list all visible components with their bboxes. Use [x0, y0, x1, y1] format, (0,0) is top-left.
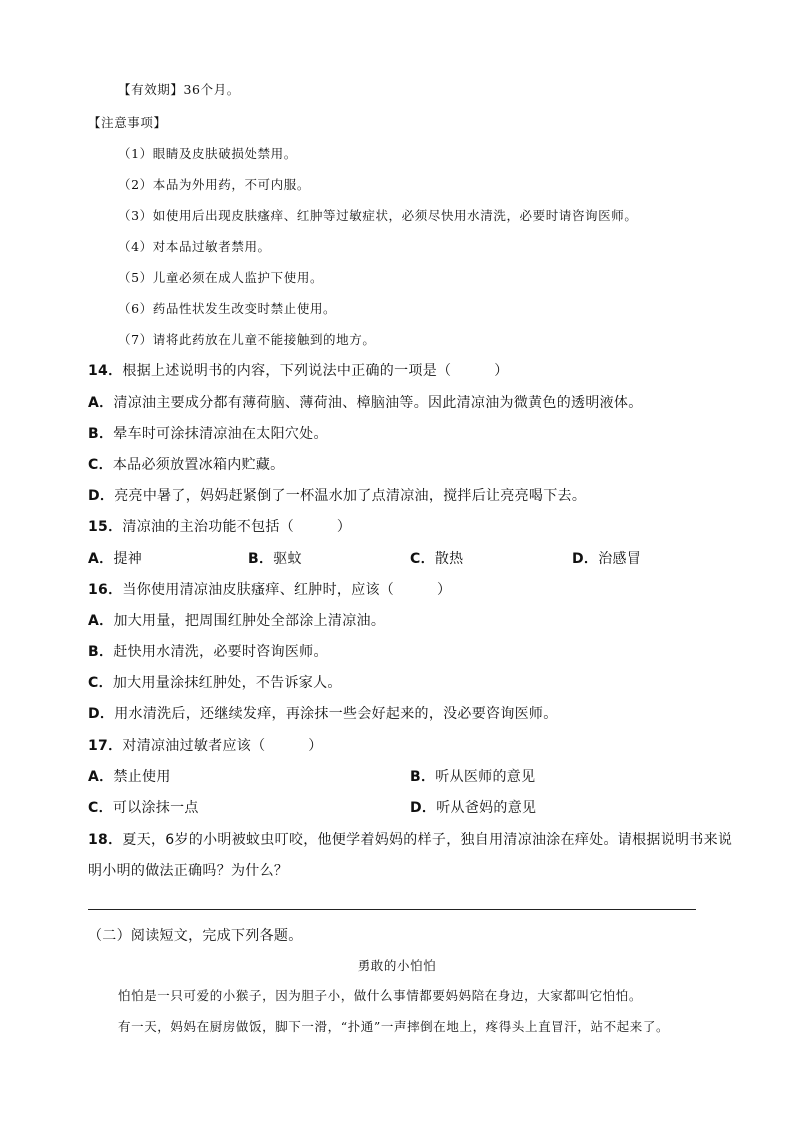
- option-text: 提神: [113, 551, 143, 567]
- option-label: A．: [88, 395, 114, 411]
- option-text: 听从医师的意见: [435, 769, 536, 785]
- q16-option-b: [88, 645, 328, 659]
- option-text: 赶快用水清洗，必要时咨询医师。: [113, 644, 328, 660]
- option-label: D．: [572, 551, 599, 567]
- question-number: 18．: [88, 832, 123, 848]
- question-text: 夏天，6岁的小明被蚊虫叮咬，他便学着妈妈的样子，独自用清凉油涂在痒处。请根据说明书来说: [122, 832, 733, 848]
- option-label: D．: [410, 800, 437, 816]
- option-label: C．: [410, 551, 435, 567]
- option-text: 治感冒: [598, 551, 642, 567]
- notice-item: （6）药品性状发生改变时禁止使用。: [118, 301, 337, 316]
- question-18-continued: 明小明的做法正确吗？为什么？: [88, 863, 289, 879]
- option-text: 清凉油主要成分都有薄荷脑、薄荷油、樟脑油等。因此清凉油为微黄色的透明液体。: [113, 395, 643, 411]
- question-text: 清凉油的主治功能不包括（ ）: [122, 519, 352, 535]
- question-14: [88, 364, 509, 378]
- question-text: 对清凉油过敏者应该（ ）: [122, 738, 323, 754]
- q15-option-d: [572, 552, 641, 566]
- option-label: A．: [88, 551, 114, 567]
- passage-paragraph: 有一天，妈妈在厨房做饭，脚下一滑，“扑通”一声摔倒在地上，疼得头上直冒汗，站不起来了。: [118, 1019, 670, 1034]
- question-number: 17．: [88, 738, 123, 754]
- option-label: B．: [88, 426, 114, 442]
- option-label: C．: [88, 800, 113, 816]
- passage-paragraph: 怕怕是一只可爱的小猴子，因为胆子小，做什么事情都要妈妈陪在身边，大家都叫它怕怕。: [118, 988, 643, 1003]
- notice-item: （4）对本品过敏者禁用。: [118, 239, 271, 254]
- section-heading: （二）阅读短文，完成下列各题。: [88, 928, 303, 944]
- question-number: 15．: [88, 519, 123, 535]
- option-text: 亮亮中暑了，妈妈赶紧倒了一杯温水加了点清凉油，搅拌后让亮亮喝下去。: [114, 488, 587, 504]
- option-label: D．: [88, 488, 115, 504]
- option-text: 晕车时可涂抹清凉油在太阳穴处。: [113, 426, 328, 442]
- option-text: 禁止使用: [113, 769, 171, 785]
- option-text: 可以涂抹一点: [112, 800, 199, 816]
- option-label: B．: [248, 551, 274, 567]
- option-label: D．: [88, 706, 115, 722]
- option-label: B．: [410, 769, 436, 785]
- option-text: 驱蚊: [273, 551, 302, 567]
- q14-option-d: [88, 489, 586, 503]
- option-text: 听从爸妈的意见: [436, 800, 537, 816]
- question-17: [88, 739, 323, 753]
- q17-option-c: [88, 801, 199, 815]
- q16-option-a: [88, 614, 385, 628]
- passage-title: 勇敢的小怕怕: [357, 958, 437, 973]
- notice-item: （2）本品为外用药，不可内服。: [118, 177, 310, 192]
- notice-item: （1）眼睛及皮肤破损处禁用。: [118, 146, 297, 161]
- notice-item: （5）儿童必须在成人监护下使用。: [118, 270, 324, 285]
- question-16: [88, 583, 451, 597]
- q15-option-b: [248, 552, 302, 566]
- q14-option-a: [88, 396, 643, 410]
- option-text: 用水清洗后，还继续发痒，再涂抹一些会好起来的，没必要咨询医师。: [114, 706, 558, 722]
- question-text: 当你使用清凉油皮肤瘙痒、红肿时，应该（ ）: [122, 582, 452, 598]
- notice-heading: 【注意事项】: [88, 115, 167, 130]
- q17-option-a: [88, 770, 171, 784]
- option-text: 加大用量涂抹红肿处，不告诉家人。: [112, 675, 342, 691]
- validity-line: 【有效期】36个月。: [118, 82, 240, 97]
- q14-option-b: [88, 427, 328, 441]
- option-text: 加大用量，把周围红肿处全部涂上清凉油。: [113, 613, 386, 629]
- question-text: 根据上述说明书的内容，下列说法中正确的一项是（ ）: [122, 363, 509, 379]
- option-label: A．: [88, 613, 114, 629]
- option-label: B．: [88, 644, 114, 660]
- notice-item: （3）如使用后出现皮肤瘙痒、红肿等过敏症状，必须尽快用水清洗，必要时请咨询医师。: [118, 208, 638, 223]
- q17-option-d: [410, 801, 536, 815]
- question-number: 16．: [88, 582, 123, 598]
- q17-option-b: [410, 770, 535, 784]
- q15-option-c: [410, 552, 463, 566]
- question-number: 14．: [88, 363, 123, 379]
- question-15: [88, 520, 351, 534]
- option-text: 本品必须放置冰箱内贮藏。: [112, 457, 285, 473]
- option-label: A．: [88, 769, 114, 785]
- notice-item: （7）请将此药放在儿童不能接触到的地方。: [118, 332, 376, 347]
- q16-option-c: [88, 676, 342, 690]
- question-18: [88, 833, 732, 847]
- q16-option-d: [88, 707, 558, 721]
- option-label: C．: [88, 675, 113, 691]
- answer-line: [88, 909, 696, 910]
- option-text: 散热: [434, 551, 464, 567]
- option-label: C．: [88, 457, 113, 473]
- q15-option-a: [88, 552, 142, 566]
- q14-option-c: [88, 458, 284, 472]
